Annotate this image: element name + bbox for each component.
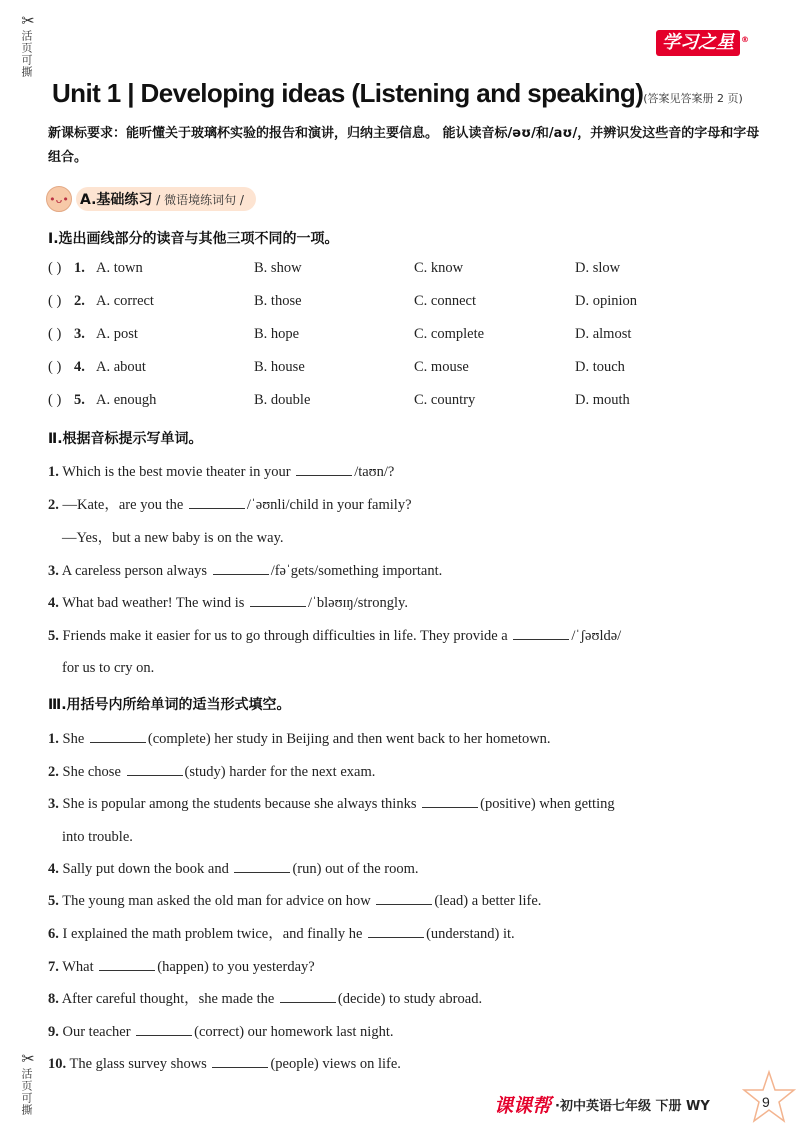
tear-off-marker-top (18, 14, 38, 78)
question-text-after: (happen) to you yesterday? (157, 959, 315, 975)
question-number: 1. (74, 260, 85, 276)
fill-question (48, 793, 758, 815)
option-d: D. mouth (575, 392, 630, 408)
question-text: I explained the math problem twice，and finally he (58, 926, 367, 942)
mc-question (48, 326, 748, 348)
question-number: 5. (48, 628, 59, 644)
question-text-after: (run) out of the room. (292, 861, 419, 877)
answer-blank[interactable] (513, 625, 569, 640)
option-a: A. post (96, 326, 138, 342)
part-1-heading: Ⅰ.选出画线部分的读音与其他三项不同的一项。 (48, 231, 339, 247)
answer-parentheses[interactable]: ( ) (48, 293, 62, 309)
tear-off-marker-bottom (18, 1052, 38, 1116)
curriculum-requirement: 新课标要求：能听懂关于玻璃杯实验的报告和演讲，归纳主要信息。 能认读音标/əʊ/和/aʊ/，并辨识发这些音的字母和字母组合。 (48, 126, 760, 165)
question-number: 6. (48, 926, 59, 942)
answer-blank[interactable] (296, 461, 352, 476)
question-text: A careless person always (58, 563, 211, 579)
fill-question (48, 560, 758, 582)
question-text: The young man asked the old man for advice on how (58, 893, 375, 909)
tear-off-label-bottom: 活页可撕 (20, 1068, 33, 1116)
page-number: 9 (762, 1094, 770, 1110)
question-number: 1. (48, 464, 59, 480)
question-number: 4. (48, 595, 59, 611)
section-a-title: A.基础练习 (80, 192, 153, 208)
fill-question (48, 461, 758, 483)
question-number: 5. (74, 392, 85, 408)
fill-question (48, 494, 758, 516)
question-text: —Yes，but a new baby is on the way. (62, 530, 284, 546)
registered-mark: ® (741, 35, 749, 44)
fill-question (48, 728, 758, 750)
fill-question (48, 592, 758, 614)
option-d: D. touch (575, 359, 625, 375)
question-number: 4. (74, 359, 85, 375)
question-text: What bad weather! The wind is (58, 595, 248, 611)
fill-question (48, 988, 758, 1010)
footer-book-info: ·初中英语七年级 下册 WY (555, 1098, 710, 1114)
answer-parentheses[interactable]: ( ) (48, 260, 62, 276)
question-text: She is popular among the students because she always thinks (58, 796, 421, 812)
answer-blank[interactable] (234, 858, 290, 873)
question-number: 1. (48, 731, 59, 747)
question-text-after: (decide) to study abroad. (337, 991, 483, 1007)
question-text-after: /taʊn/? (354, 464, 395, 480)
answer-blank[interactable] (136, 1021, 192, 1036)
question-text: Sally put down the book and (58, 861, 233, 877)
answer-blank[interactable] (250, 592, 306, 607)
question-text-after: /ˈʃəʊldə/ (571, 628, 622, 644)
question-text: After careful thought，she made the (58, 991, 278, 1007)
question-text-after: (complete) her study in Beijing and then went back to her hometown. (147, 731, 551, 747)
question-text-after: (study) harder for the next exam. (184, 764, 376, 780)
option-d: D. opinion (575, 293, 638, 309)
question-number: 4. (48, 861, 59, 877)
answer-blank[interactable] (213, 560, 269, 575)
question-text-after: (correct) our homework last night. (194, 1024, 394, 1040)
question-number: 9. (48, 1024, 59, 1040)
option-c: C. country (414, 392, 476, 408)
option-b: B. double (254, 392, 311, 408)
option-b: B. hope (254, 326, 300, 342)
fill-question (48, 761, 758, 783)
mc-question (48, 392, 748, 414)
fill-question (48, 1053, 758, 1075)
question-text: for us to cry on. (62, 660, 155, 676)
question-number: 2. (48, 497, 59, 513)
option-c: C. mouse (414, 359, 469, 375)
answer-parentheses[interactable]: ( ) (48, 326, 62, 342)
option-b: B. show (254, 260, 302, 276)
option-d: D. almost (575, 326, 632, 342)
answer-parentheses[interactable]: ( ) (48, 359, 62, 375)
answer-blank[interactable] (189, 494, 245, 509)
question-number: 5. (48, 893, 59, 909)
question-number: 3. (48, 796, 59, 812)
answer-blank[interactable] (280, 988, 336, 1003)
fill-question-continuation (62, 826, 772, 848)
question-text: into trouble. (62, 829, 133, 845)
fill-question (48, 858, 758, 880)
question-text-after: (people) views on life. (270, 1056, 401, 1072)
question-number: 7. (48, 959, 59, 975)
answer-blank[interactable] (376, 890, 432, 905)
smiley-face-icon: •ᴗ• (46, 186, 72, 212)
question-number: 2. (74, 293, 85, 309)
question-text: Friends make it easier for us to go through difficulties in life. They provide a (58, 628, 512, 644)
question-text-after: /fəˈgets/something important. (270, 563, 443, 579)
fill-question-continuation (62, 527, 772, 549)
fill-question (48, 625, 758, 647)
question-text: What (58, 959, 98, 975)
fill-question (48, 1021, 758, 1043)
option-a: A. about (96, 359, 146, 375)
question-text: Our teacher (58, 1024, 135, 1040)
brand-logo-text: 学习之星 (662, 32, 734, 53)
question-text-after: /ˈbləʊɪŋ/strongly. (308, 595, 408, 611)
option-b: B. house (254, 359, 305, 375)
fill-question (48, 956, 758, 978)
part-3-heading: Ⅲ.用括号内所给单词的适当形式填空。 (48, 697, 291, 713)
question-text: She chose (58, 764, 125, 780)
option-a: A. town (96, 260, 143, 276)
question-number: 3. (74, 326, 85, 342)
option-b: B. those (254, 293, 302, 309)
option-a: A. enough (96, 392, 157, 408)
question-text: She (58, 731, 88, 747)
section-a-pill (76, 187, 256, 211)
question-number: 3. (48, 563, 59, 579)
part-2-heading: Ⅱ.根据音标提示写单词。 (48, 431, 203, 447)
answer-note: (答案见答案册 2 页) (643, 92, 743, 105)
option-c: C. complete (414, 326, 485, 342)
option-d: D. slow (575, 260, 621, 276)
option-a: A. correct (96, 293, 154, 309)
question-text-after: (understand) it. (426, 926, 515, 942)
answer-blank[interactable] (90, 728, 146, 743)
mc-question (48, 359, 748, 381)
question-number: 2. (48, 764, 59, 780)
answer-blank[interactable] (127, 761, 183, 776)
option-c: C. know (414, 260, 464, 276)
question-number: 8. (48, 991, 59, 1007)
scissors-icon: ✂ (21, 1051, 35, 1068)
brand-logo (656, 30, 749, 56)
question-text: The glass survey shows (66, 1056, 211, 1072)
section-a-header (46, 186, 256, 212)
mc-question (48, 260, 748, 282)
question-text: Which is the best movie theater in your (58, 464, 295, 480)
footer-brand: 课课帮 (494, 1094, 552, 1117)
option-c: C. connect (414, 293, 477, 309)
section-a-subtitle: / 微语境练词句 / (152, 193, 244, 207)
answer-parentheses[interactable]: ( ) (48, 392, 62, 408)
question-text-after: (positive) when getting (480, 796, 615, 812)
answer-blank[interactable] (368, 923, 424, 938)
answer-blank[interactable] (99, 956, 155, 971)
tear-off-label-top: 活页可撕 (20, 30, 33, 78)
question-text-after: (lead) a better life. (434, 893, 542, 909)
answer-blank[interactable] (212, 1053, 268, 1068)
fill-question (48, 923, 758, 945)
fill-question-continuation (62, 657, 772, 679)
scissors-icon: ✂ (21, 13, 35, 30)
page-title (52, 78, 772, 109)
unit-title: Unit 1 | Developing ideas (Listening and speaking) (52, 78, 644, 108)
question-number: 10. (48, 1056, 67, 1072)
page-footer (494, 1090, 710, 1118)
question-text-after: /ˈəʊnli/child in your family? (246, 497, 412, 513)
mc-question (48, 293, 748, 315)
question-text: —Kate，are you the (58, 497, 187, 513)
fill-question (48, 890, 758, 912)
answer-blank[interactable] (422, 793, 478, 808)
